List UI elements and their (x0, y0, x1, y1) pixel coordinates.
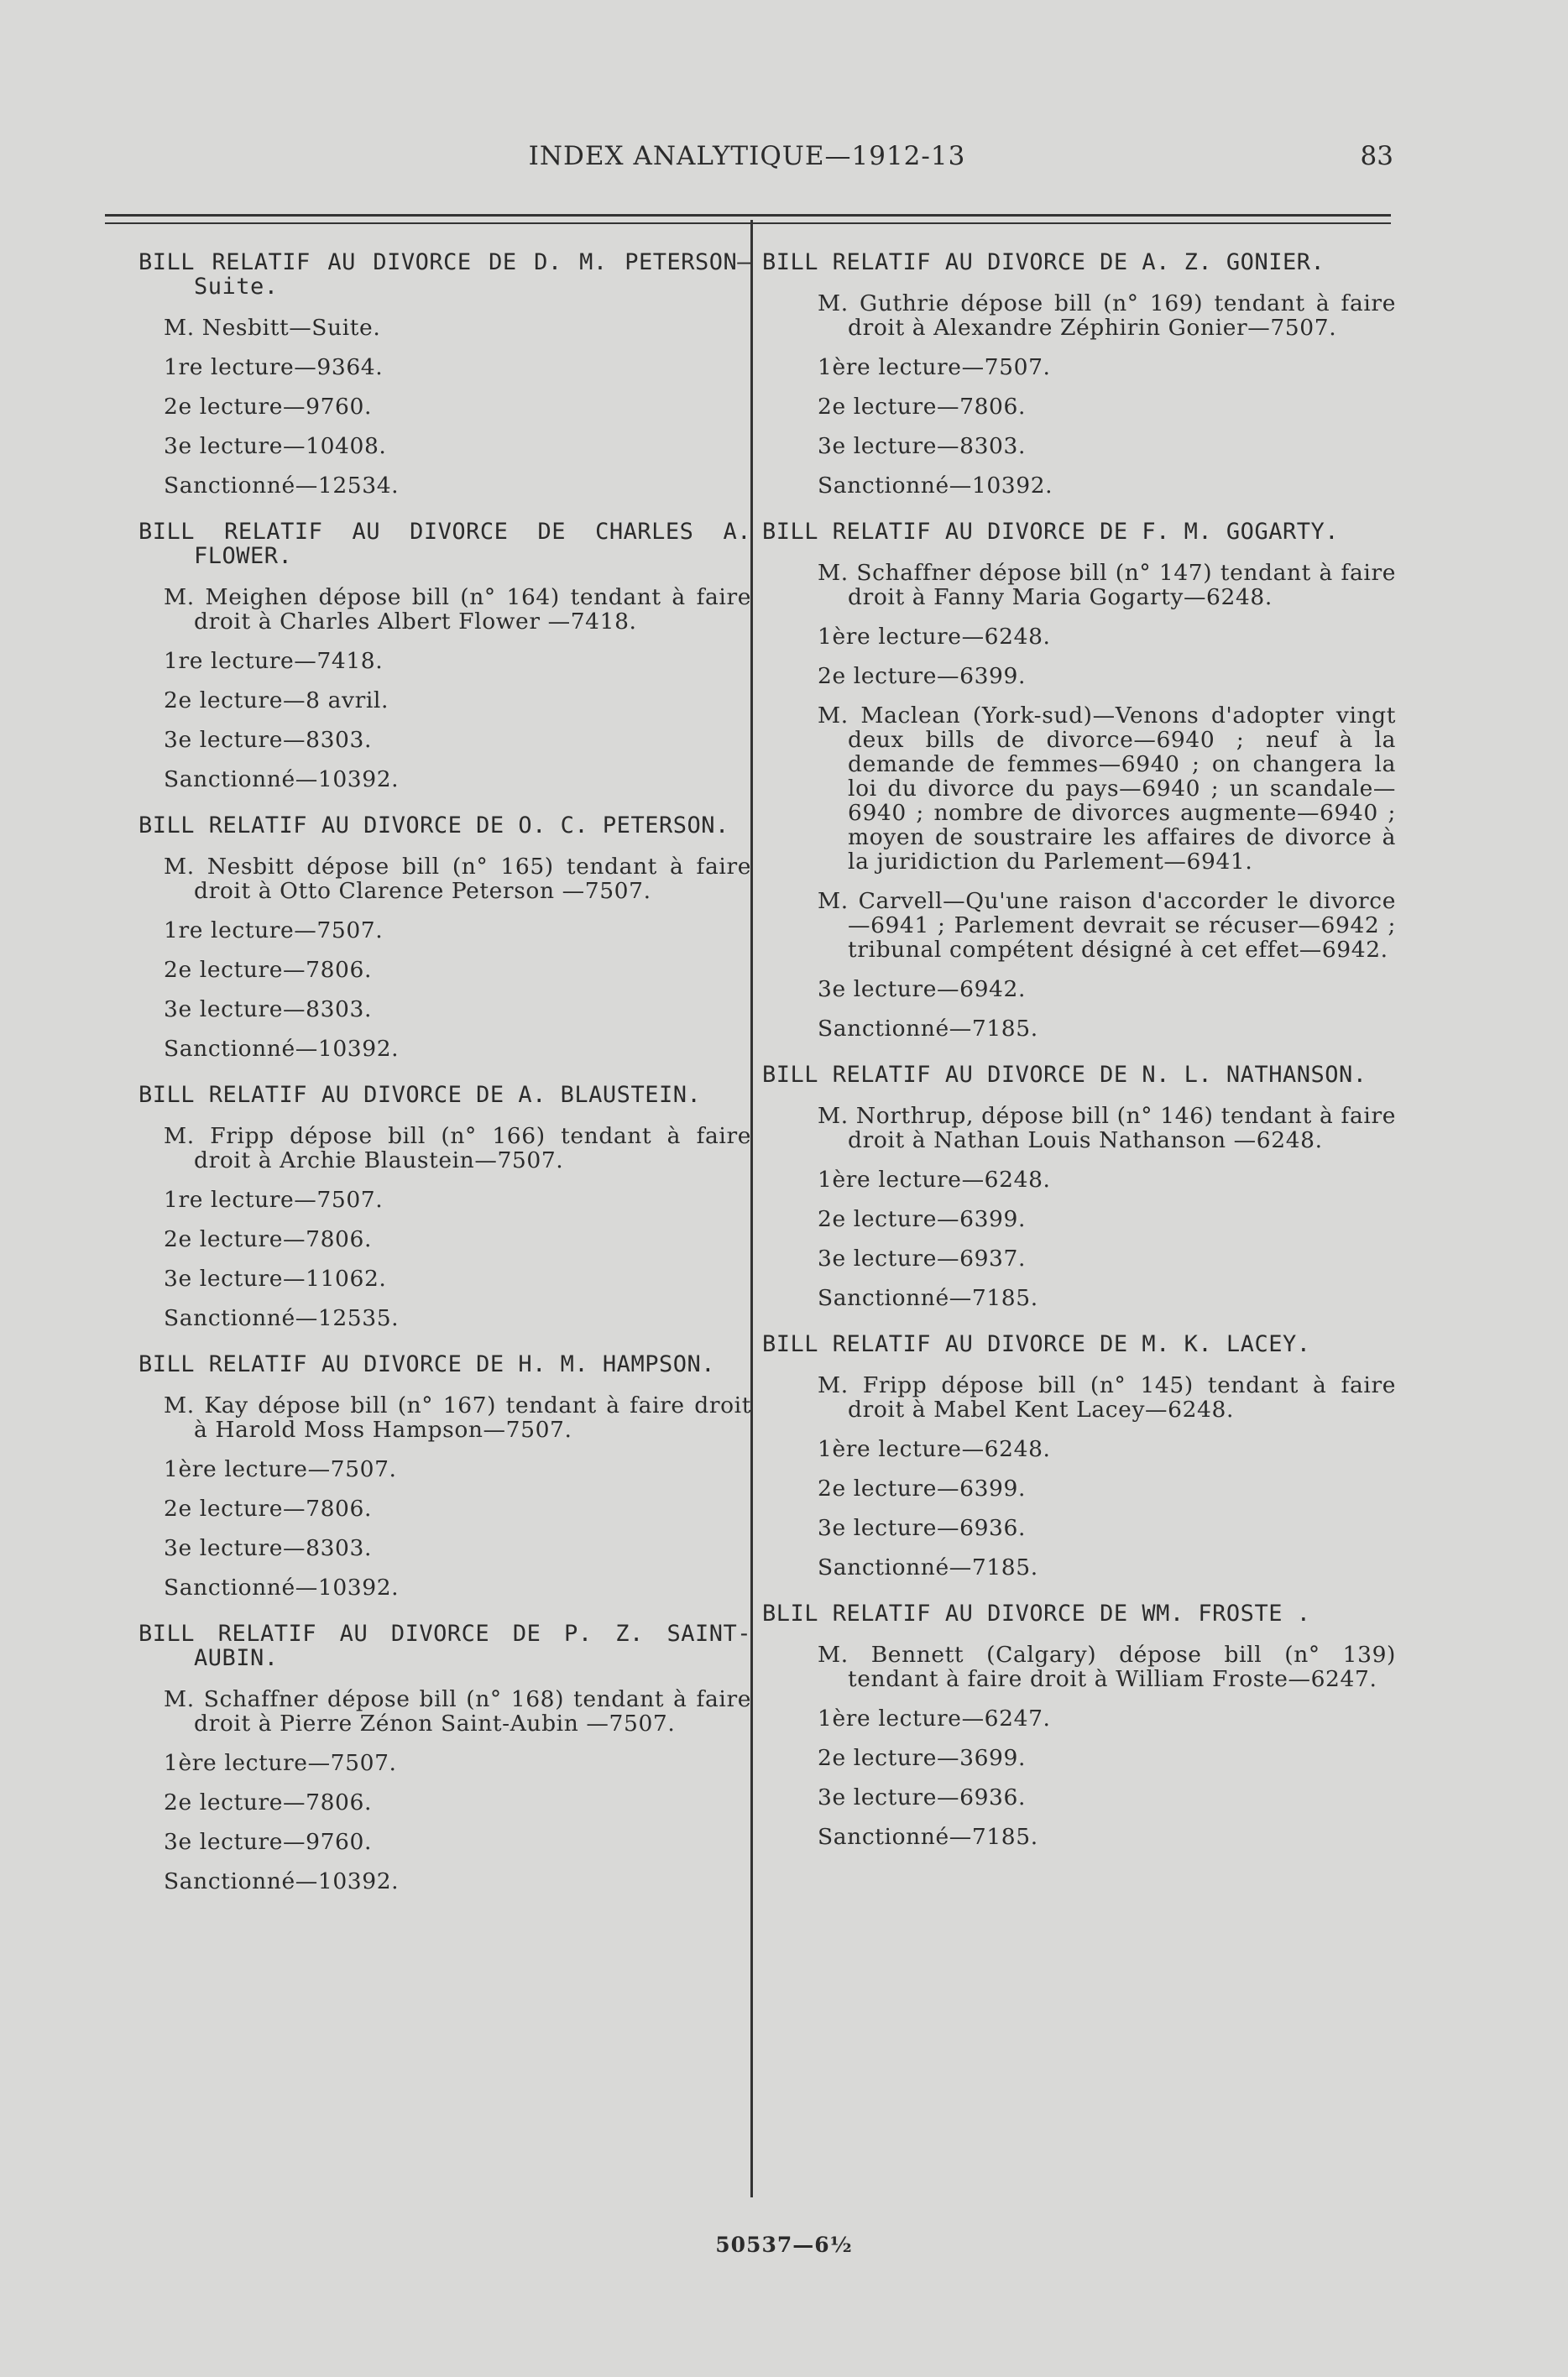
entry-line: Sanctionné—10392. (164, 766, 400, 792)
entry-line: 1ère lecture—6248. (818, 1436, 1051, 1462)
bill-heading: BLIL RELATIF AU DIVORCE DE WM. FROSTE . (762, 1601, 1311, 1627)
entry-line: Sanctionné—7185. (818, 1554, 1038, 1580)
left-column (105, 250, 751, 1915)
header-rule (105, 214, 1391, 217)
entry-line: 1ère lecture—6248. (818, 624, 1051, 650)
entry-line: 3e lecture—8303. (164, 1535, 372, 1561)
bill-heading: BILL RELATIF AU DIVORCE DE CHARLES A. FLOWER. (139, 519, 751, 569)
bill-heading: BILL RELATIF AU DIVORCE DE O. C. PETERSON. (139, 812, 729, 838)
entry-line: Sanctionné—10392. (818, 473, 1053, 499)
index-entry (762, 1601, 1396, 1849)
index-entry (105, 520, 751, 791)
index-entry (105, 250, 751, 498)
index-entry (762, 250, 1396, 498)
entry-line: 3e lecture—6937. (818, 1246, 1026, 1272)
entry-line: Sanctionné—12535. (164, 1305, 400, 1331)
entry-line: M. Fripp dépose bill (n° 166) tendant à faire droit à Archie Blaustein—7507. (164, 1123, 751, 1173)
entry-line: 3e lecture—11062. (164, 1266, 387, 1292)
right-column (762, 250, 1396, 1871)
entry-line: 2e lecture—7806. (164, 957, 372, 983)
bill-heading: BILL RELATIF AU DIVORCE DE D. M. PETERSON—Suite. (139, 249, 751, 300)
entry-line: Sanctionné—10392. (164, 1868, 400, 1894)
bill-heading: BILL RELATIF AU DIVORCE DE A. BLAUSTEIN. (139, 1082, 702, 1108)
entry-line: 2e lecture—7806. (164, 1496, 372, 1522)
index-entry (762, 1063, 1396, 1310)
index-entry (105, 1352, 751, 1600)
entry-line: 1re lecture—7507. (164, 1187, 384, 1213)
entry-line: 1re lecture—7418. (164, 648, 384, 674)
entry-line: 3e lecture—6942. (818, 976, 1026, 1002)
entry-line: Sanctionné—10392. (164, 1575, 400, 1601)
entry-line: 2e lecture—6399. (818, 1476, 1026, 1502)
index-entry (762, 520, 1396, 1041)
index-entry (105, 1622, 751, 1894)
entry-line: M. Bennett (Calgary) dépose bill (n° 139) tendant à faire droit à William Froste—6247. (818, 1642, 1396, 1692)
entry-line: 1ère lecture—7507. (164, 1750, 397, 1776)
entry-line: Sanctionné—7185. (818, 1285, 1038, 1311)
bill-heading: BILL RELATIF AU DIVORCE DE N. L. NATHANSON. (762, 1062, 1367, 1088)
entry-line: M. Nesbitt dépose bill (n° 165) tendant à faire droit à Otto Clarence Peterson —7507. (164, 854, 751, 904)
entry-line: 1ère lecture—7507. (818, 354, 1051, 380)
entry-line: M. Carvell—Qu'une raison d'accorder le divorce—6941 ; Parlement devrait se récuser—6942 ; tribunal compétent désigné à cet effet—6942. (818, 888, 1396, 963)
entry-line: 3e lecture—6936. (818, 1784, 1026, 1810)
entry-line: 3e lecture—6936. (818, 1515, 1026, 1541)
running-title: INDEX ANALYTIQUE—1912-13 (528, 141, 966, 171)
entry-line: Sanctionné—12534. (164, 473, 400, 499)
entry-line: 3e lecture—9760. (164, 1829, 372, 1855)
entry-line: 1ère lecture—7507. (164, 1456, 397, 1482)
bill-heading: BILL RELATIF AU DIVORCE DE M. K. LACEY. (762, 1331, 1311, 1357)
bill-heading: BILL RELATIF AU DIVORCE DE A. Z. GONIER. (762, 249, 1325, 275)
entry-line: 2e lecture—8 avril. (164, 687, 389, 713)
entry-line: M. Schaffner dépose bill (n° 168) tendant à faire droit à Pierre Zénon Saint-Aubin —7507. (164, 1686, 751, 1737)
entry-line: 3e lecture—8303. (164, 727, 372, 753)
entry-line: 2e lecture—3699. (818, 1745, 1026, 1771)
bill-heading: BILL RELATIF AU DIVORCE DE H. M. HAMPSON. (139, 1351, 715, 1377)
entry-line: 1re lecture—9364. (164, 354, 384, 380)
bill-heading: BILL RELATIF AU DIVORCE DE P. Z. SAINT-AUBIN. (139, 1621, 751, 1671)
entry-line: Sanctionné—7185. (818, 1016, 1038, 1042)
entry-line: 3e lecture—8303. (164, 996, 372, 1022)
entry-line: M. Nesbitt—Suite. (164, 315, 381, 341)
entry-line: 3e lecture—8303. (818, 433, 1026, 459)
entry-line: 1ère lecture—6247. (818, 1706, 1051, 1732)
header-rule-secondary (105, 222, 1391, 224)
entry-line: 2e lecture—7806. (164, 1226, 372, 1252)
entry-line: M. Schaffner dépose bill (n° 147) tendant à faire droit à Fanny Maria Gogarty—6248. (818, 560, 1396, 610)
entry-line: 2e lecture—7806. (164, 1789, 372, 1815)
entry-line: 1re lecture—7507. (164, 917, 384, 943)
index-entry (105, 813, 751, 1061)
entry-line: M. Northrup, dépose bill (n° 146) tendant à faire droit à Nathan Louis Nathanson —6248. (818, 1103, 1396, 1153)
entry-line: Sanctionné—10392. (164, 1036, 400, 1062)
entry-line: 2e lecture—9760. (164, 394, 372, 420)
page-header (101, 141, 1393, 183)
entry-line: Sanctionné—7185. (818, 1824, 1038, 1850)
entry-line: M. Guthrie dépose bill (n° 169) tendant à faire droit à Alexandre Zéphirin Gonier—7507. (818, 290, 1396, 341)
footer-mark: 50537—6½ (715, 2233, 853, 2257)
entry-line: M. Fripp dépose bill (n° 145) tendant à faire droit à Mabel Kent Lacey—6248. (818, 1372, 1396, 1423)
entry-line: M. Kay dépose bill (n° 167) tendant à faire droit à Harold Moss Hampson—7507. (164, 1392, 751, 1443)
entry-line: 1ère lecture—6248. (818, 1167, 1051, 1193)
page-number: 83 (1360, 141, 1393, 171)
entry-line: 2e lecture—6399. (818, 663, 1026, 689)
entry-line: 3e lecture—10408. (164, 433, 387, 459)
entry-line: 2e lecture—7806. (818, 394, 1026, 420)
index-entry (105, 1083, 751, 1330)
entry-line: M. Maclean (York-sud)—Venons d'adopter vingt deux bills de divorce—6940 ; neuf à la demande de femmes—6940 ; on changera la loi du divorce du pays—6940 ; un scandale—6940 ; nombre de divorces augmente—6940 ; moyen de soustraire les affaires de divorce à la juridiction du Parlement—6941. (818, 703, 1396, 875)
entry-line: 2e lecture—6399. (818, 1206, 1026, 1232)
entry-line: M. Meighen dépose bill (n° 164) tendant à faire droit à Charles Albert Flower —7418. (164, 584, 751, 635)
index-entry (762, 1332, 1396, 1580)
bill-heading: BILL RELATIF AU DIVORCE DE F. M. GOGARTY. (762, 519, 1339, 545)
